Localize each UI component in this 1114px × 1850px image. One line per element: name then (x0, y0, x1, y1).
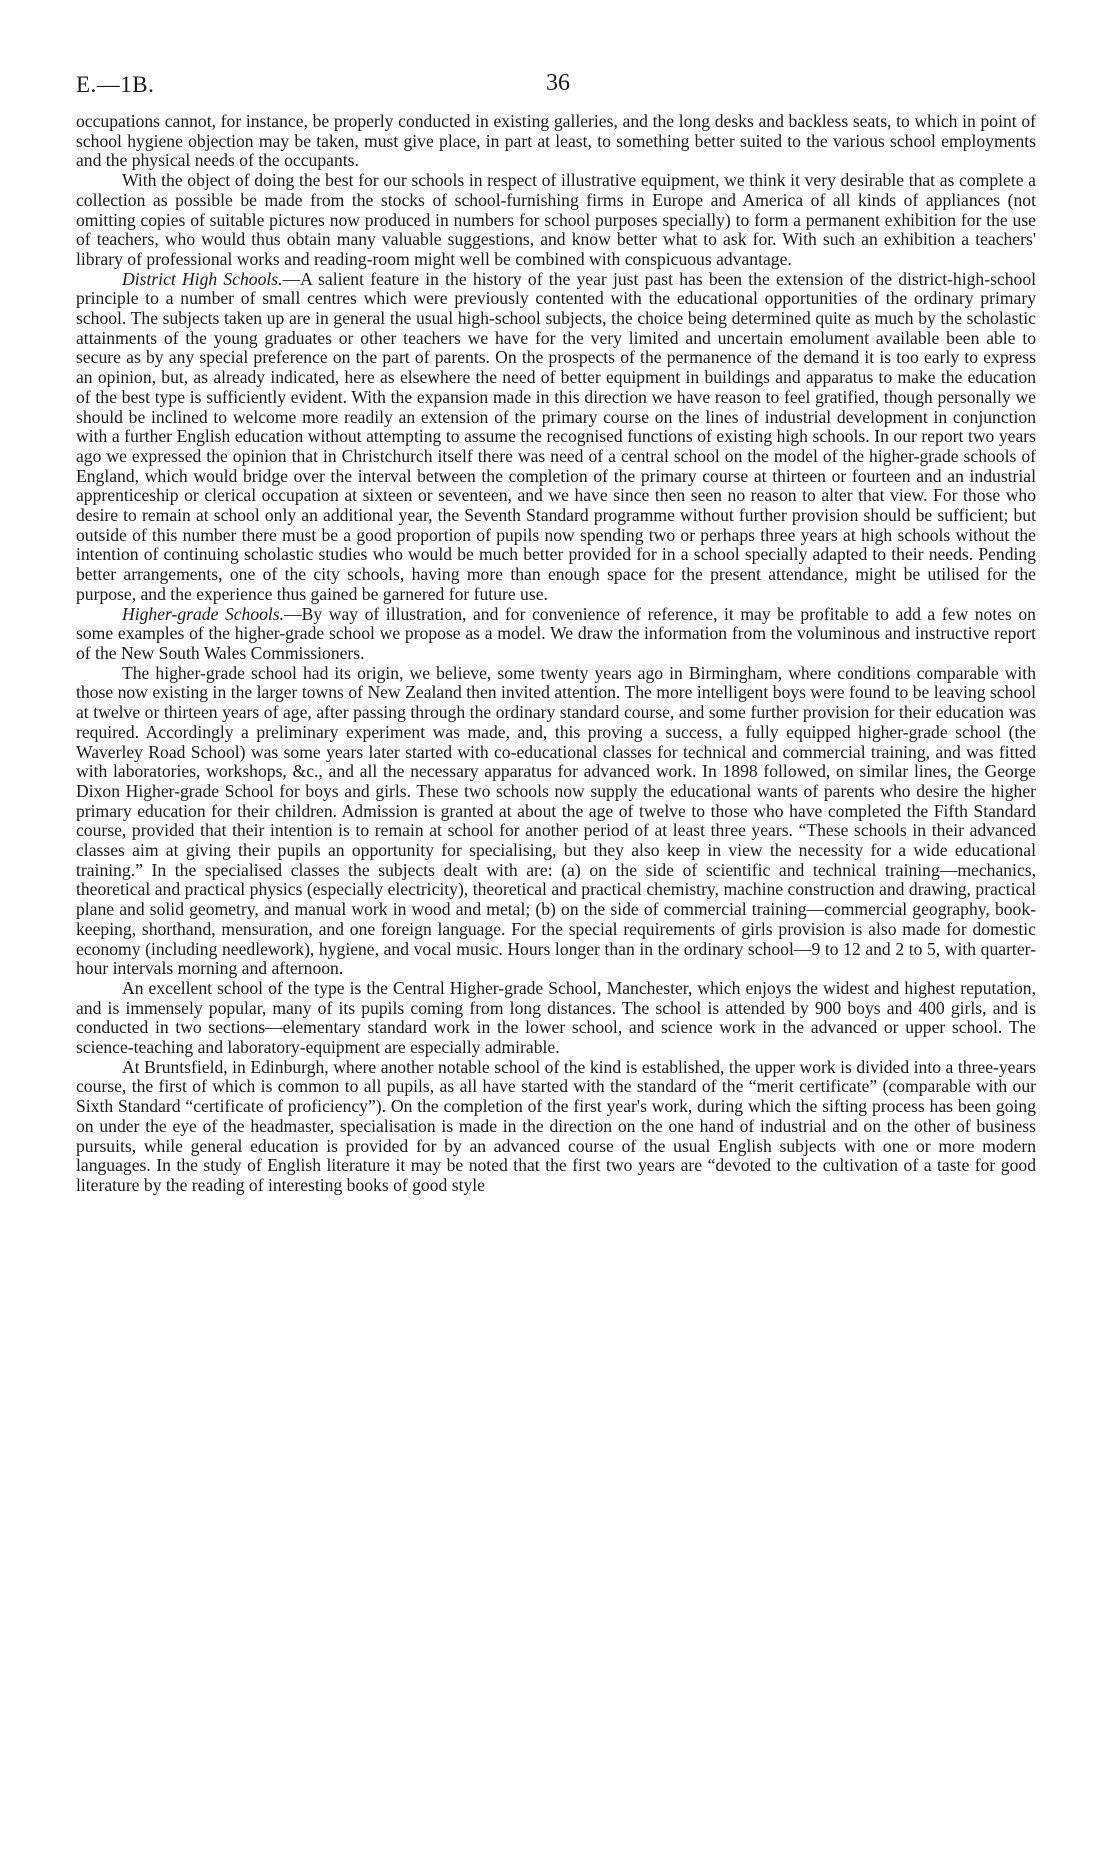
paragraph (76, 605, 1036, 664)
page-number: 36 (546, 70, 570, 96)
paragraph (76, 1058, 1036, 1196)
document-reference: E.—1B. (76, 72, 155, 97)
paragraph-text: —By way of illustration, and for convenience of reference, it may be profitable to add a few notes on some examples of the higher-grade school we propose as a model. We draw the information from the voluminous and instructive report of the New South Wales Commissioners. (76, 603, 1036, 663)
section-heading: Higher-grade Schools. (122, 603, 285, 624)
paragraph-text: occupations cannot, for instance, be properly conducted in existing galleries, and the long desks and backless seats, to which in point of school hygiene objection may be taken, must give place, in part at least, to something better suited to the various school employments and the physical needs of the occupants. (76, 111, 1036, 171)
paragraph-text: An excellent school of the type is the Central Higher-grade School, Manchester, which enjoys the widest and highest reputation, and is immensely popular, many of its pupils coming from long distances. The school is attended by 900 boys and 400 girls, and is conducted in two sections—elementary standard work in the lower school, and science work in the advanced or upper school. The science-teaching and laboratory-equipment are especially admirable. (76, 977, 1036, 1058)
paragraph-text: —A salient feature in the history of the year just past has been the extension of the district-high-school principle to a number of small centres which were previously contented with the educational opportunities of the ordinary primary school. The subjects taken up are in general the usual high-school subjects, the choice being determined quite as much by the scholastic attainments of the young graduates or other teachers we have for the very limited and uncertain emolument available been able to secure as by any special preference on the part of parents. On the prospects of the permanence of the demand it is too early to express an opinion, but, as already indicated, here as elsewhere the need of better equipment in buildings and apparatus to make the education of the best type is sufficiently evident. With the expansion made in this direction we have reason to feel gratified, though personally we should be inclined to welcome more readily an extension of the primary course on the lines of industrial development in conjunction with a further English education without attempting to assume the recognised functions of existing high schools. In our report two years ago we expressed the opinion that in Christchurch itself there was need of a central school on the model of the higher-grade schools of England, which would bridge over the interval between the completion of the primary course at thirteen or fourteen and an industrial apprenticeship or clerical occupation at sixteen or seventeen, and we have since then seen no reason to alter that view. For those who desire to remain at school only an additional year, the Seventh Standard programme without further provision should be sufficient; but outside of this number there must be a good proportion of pupils now spending two or perhaps three years at high schools without the intention of continuing scholastic studies who would be much better provided for in a school specially adapted to their needs. Pending better arrangements, one of the city schools, having more than enough space for the present attendance, might be utilised for the purpose, and the experience thus gained be garnered for future use. (76, 268, 1037, 604)
paragraph (76, 171, 1036, 270)
paragraph-text: The higher-grade school had its origin, we believe, some twenty years ago in Birmingham, where conditions comparable with those now existing in the larger towns of New Zealand then invited attention. The more intelligent boys were found to be leaving school at twelve or thirteen years of age, after passing through the ordinary standard course, and some further provision for their education was required. Accordingly a preliminary experiment was made, and, this proving a success, a fully equipped higher-grade school (the Waverley Road School) was some years later started with co-educational classes for technical and commercial training, and was fitted with laboratories, workshops, &c., and all the necessary apparatus for advanced work. In 1898 followed, on similar lines, the George Dixon Higher-grade School for boys and girls. These two schools now supply the educational wants of parents who desire the higher primary education for their children. Admission is granted at about the age of twelve to those who have completed the Fifth Standard course, provided that their intention is to remain at school for another period of at least three years. “These schools in their advanced classes aim at giving their pupils an opportunity for specialising, but they also keep in view the necessity for a wide educational training.” In the specialised classes the subjects dealt with are: (a) on the side of scientific and technical training—mechanics, theoretical and practical physics (especially electricity), theoretical and practical chemistry, machine construction and drawing, practical plane and solid geometry, and manual work in wood and metal; (b) on the side of commercial training—commercial geography, book-keeping, shorthand, mensuration, and one foreign language. For the special requirements of girls provision is also made for domestic economy (including needlework), hygiene, and vocal music. Hours longer than in the ordinary school—9 to 12 and 2 to 5, with quarter-hour intervals morning and afternoon. (76, 662, 1036, 979)
paragraph (76, 112, 1036, 171)
paragraph (76, 270, 1036, 605)
body-text (76, 112, 1036, 1196)
paragraph-text: With the object of doing the best for our schools in respect of illustrative equipment, we think it very desirable that as complete a collection as possible be made from the stocks of school-furnishing firms in Europe and America of all kinds of appliances (not omitting copies of suitable pictures now produced in numbers for school purposes specially) to form a permanent exhibition for the use of teachers, who would thus obtain many valuable suggestions, and know better what to ask for. With such an exhibition a teachers' library of professional works and reading-room might well be combined with conspicuous advantage. (76, 170, 1036, 269)
page-header (76, 0, 1036, 112)
paragraph (76, 979, 1036, 1058)
paragraph (76, 664, 1036, 979)
paragraph-text: At Bruntsfield, in Edinburgh, where another notable school of the kind is established, the upper work is divided into a three-years course, the first of which is common to all pupils, as all have started with the standard of the “merit certificate” (comparable with our Sixth Standard “certificate of proficiency”). On the completion of the first year's work, during which the sifting process has been going on under the eye of the headmaster, specialisation is made in the direction on the one hand of industrial and on the other of business pursuits, while general education is provided for by an advanced course of the usual English subjects with one or more modern languages. In the study of English literature it may be noted that the first two years are “devoted to the cultivation of a taste for good literature by the reading of interesting books of good style (76, 1056, 1036, 1195)
section-heading: District High Schools. (122, 268, 283, 289)
document-page (76, 0, 1036, 1196)
